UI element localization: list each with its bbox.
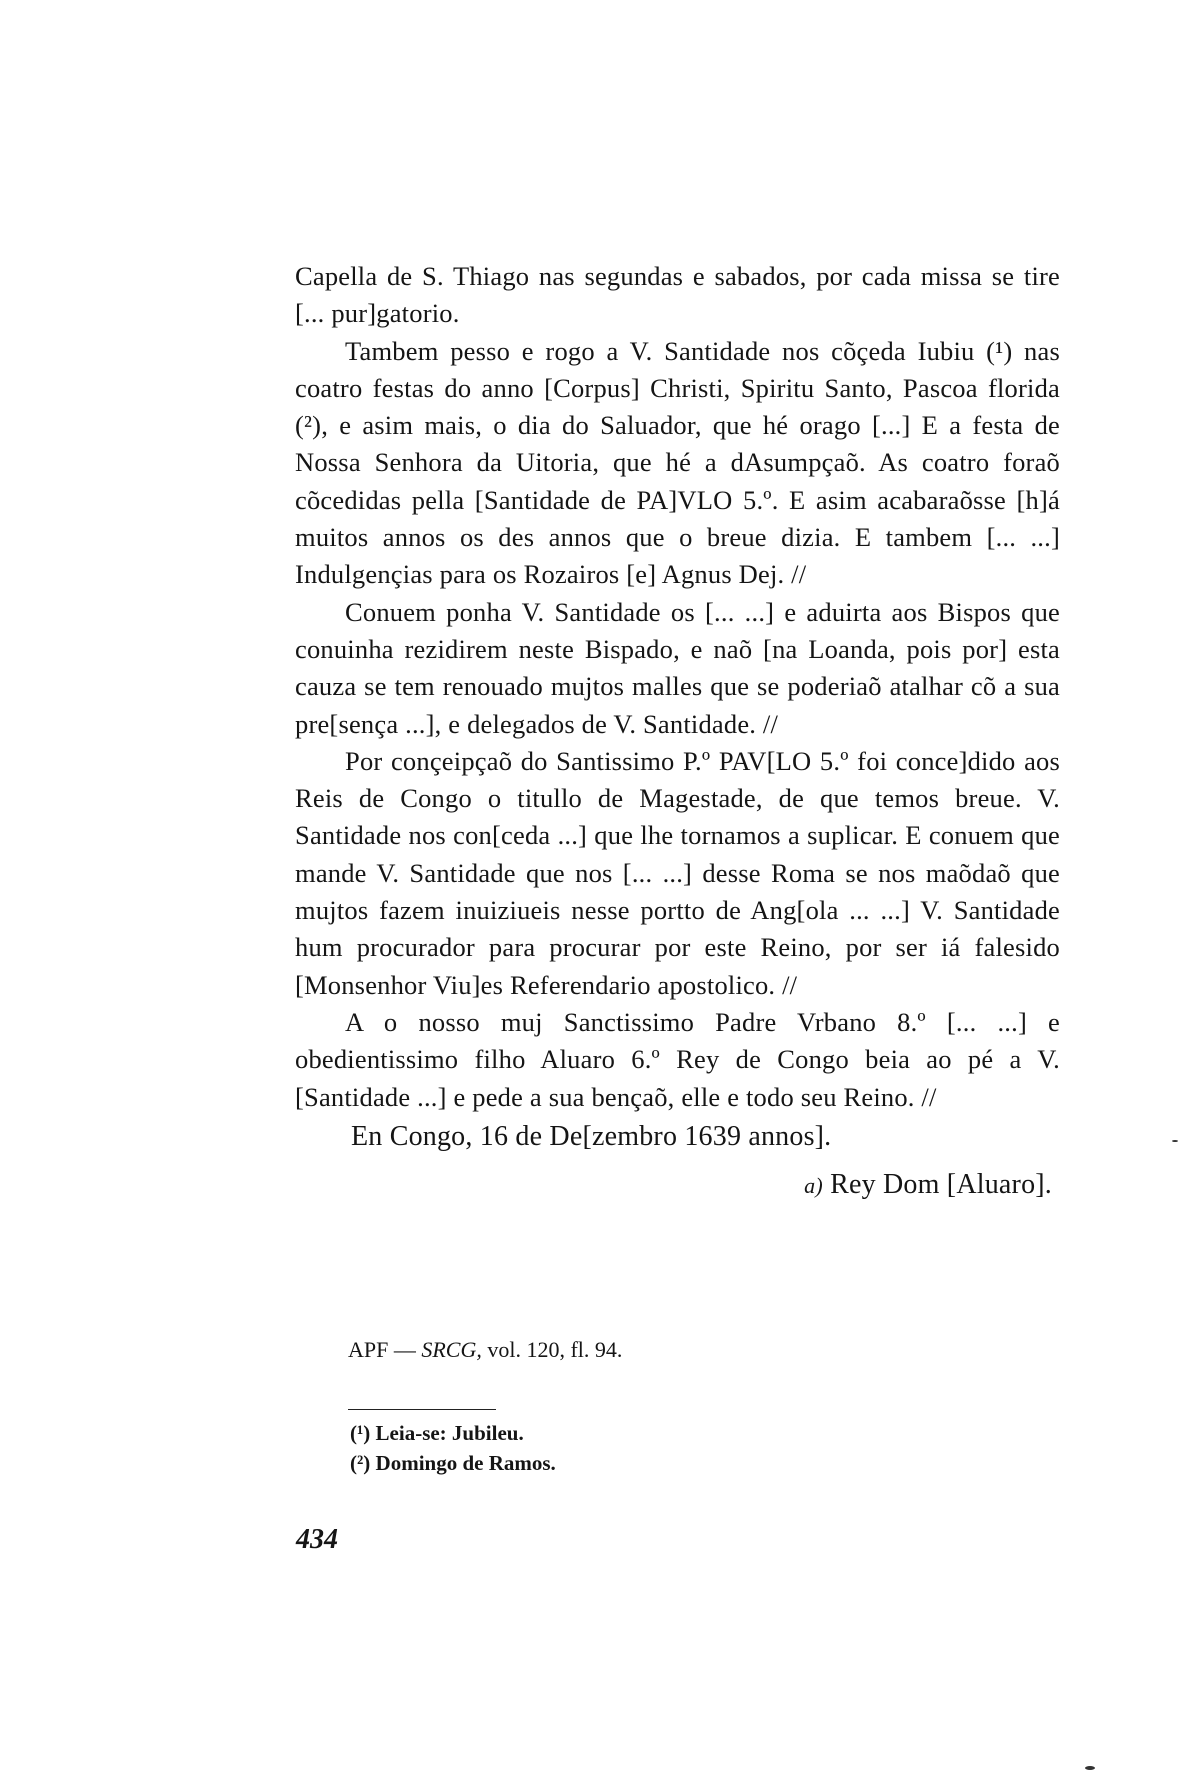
source-reference: vol. 120, fl. 94. (487, 1337, 623, 1362)
letter-body (295, 258, 1060, 1213)
source-series: SRCG, (421, 1337, 482, 1362)
paragraph: Por conçeipçaõ do Santissimo P.º PAV[LO 5.º foi conce]dido aos Reis de Congo o titullo de Magestade, de que temos breue. V. Santidade nos con[ceda ...] que lhe tornamos a suplicar. E conuem que mande V. Santidade que nos [... ...] desse Roma se nos maõdaõ que mujtos fazem inuiziueis nesse portto de Ang[ola ... ...] V. Santidade hum procurador para procurar por este Reino, por ser iá falesido [Monsenhor Viu]es Referendario apostolico. // (295, 745, 1060, 1000)
date-line: En Congo, 16 de De[zembro 1639 annos]. (351, 1120, 832, 1152)
signature-text: Rey Dom [Aluaro]. (830, 1168, 1052, 1200)
footnote: (¹) Leia-se: Jubileu. (350, 1421, 524, 1445)
scan-speck (1172, 1140, 1178, 1142)
signature-marker: a) (804, 1172, 823, 1198)
source-citation (348, 1335, 622, 1365)
paragraph: Capella de S. Thiago nas segundas e sabados, por cada missa se tire [... pur]gatorio. (295, 261, 1060, 329)
paragraph: Tambem pesso e rogo a V. Santidade nos cõçeda Iubiu (¹) nas coatro festas do anno [Corpus] Christi, Spiritu Santo, Pascoa florida (²), e asim mais, o dia do Saluador, que hé orago [...] E a festa de Nossa Senhora da Uitoria, que hé a dAsumpçaõ. As coatro foraõ cõcedidas pella [Santidade de PA]VLO 5.º. E asim acabaraõsse [h]á muitos annos os des annos que o breue dizia. E tambem [... ...] Indulgençias para os Rozairos [e] Agnus Dej. // (295, 335, 1060, 590)
footnotes (350, 1418, 556, 1478)
page-number: 434 (296, 1524, 338, 1555)
footnote: (²) Domingo de Ramos. (350, 1451, 556, 1475)
footnote-divider (348, 1409, 496, 1410)
scan-speck (1085, 1766, 1095, 1770)
paragraph: Conuem ponha V. Santidade os [... ...] e aduirta aos Bispos que conuinha rezidirem neste Bispado, e naõ [na Loanda, pois por] esta cauza se tem renouado mujtos malles que se poderiaõ atalhar cõ a sua pre[sença ...], e delegados de V. Santidade. // (295, 596, 1060, 739)
paragraph: A o nosso muj Sanctissimo Padre Vrbano 8.º [... ...] e obedientissimo filho Aluaro 6.º Rey de Congo beia ao pé a V. [Santidade ...] e pede a sua bençaõ, elle e todo seu Reino. // (295, 1006, 1060, 1112)
signature (295, 1158, 1060, 1213)
source-archive: APF — (348, 1337, 416, 1362)
